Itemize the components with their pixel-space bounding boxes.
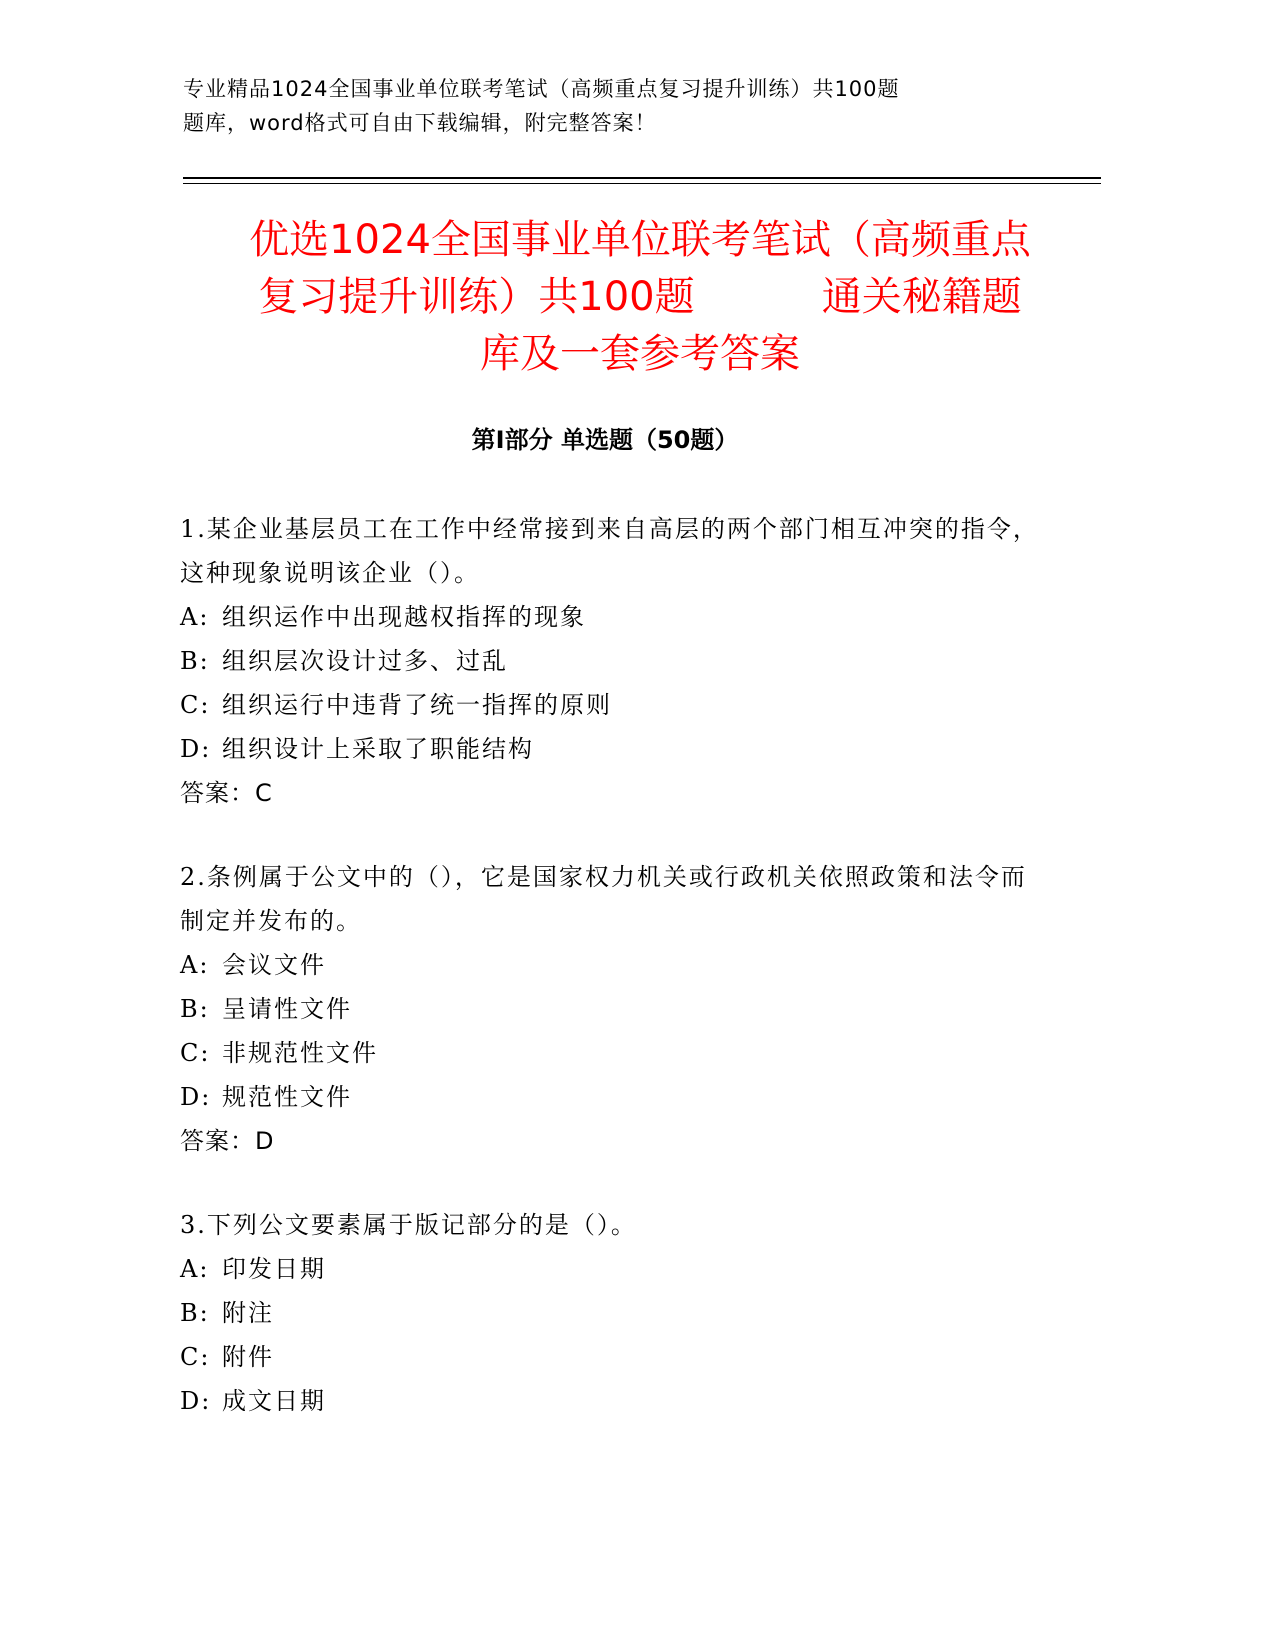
option-label: D: bbox=[180, 1083, 212, 1111]
section-heading: 第Ⅰ部分 单选题（50题） bbox=[471, 426, 739, 454]
option-text: 组织设计上采取了职能结构 bbox=[222, 735, 534, 763]
option-text: 组织层次设计过多、过乱 bbox=[222, 647, 508, 675]
header-divider-thin bbox=[183, 183, 1101, 184]
header-note-line-1: 专业精品1024全国事业单位联考笔试（高频重点复习提升训练）共100题 bbox=[183, 77, 900, 101]
title-line-2: 复习提升训练）共100题 通关秘籍题 bbox=[258, 274, 1022, 320]
option-label: A: bbox=[180, 1255, 210, 1283]
option-text: 附件 bbox=[222, 1343, 274, 1371]
option-b bbox=[180, 987, 1040, 1031]
option-text: 规范性文件 bbox=[222, 1083, 352, 1111]
question-list bbox=[180, 507, 1040, 1463]
option-c bbox=[180, 1335, 1040, 1379]
option-text: 组织运行中违背了统一指挥的原则 bbox=[222, 691, 612, 719]
option-label: B: bbox=[180, 647, 210, 675]
option-c bbox=[180, 683, 1040, 727]
option-label: C: bbox=[180, 691, 211, 719]
option-a bbox=[180, 595, 1040, 639]
option-b bbox=[180, 1291, 1040, 1335]
question-2 bbox=[180, 855, 1040, 1163]
answer-line: 答案：D bbox=[180, 1127, 275, 1155]
option-label: C: bbox=[180, 1039, 211, 1067]
title-line-1: 优选1024全国事业单位联考笔试（高频重点 bbox=[249, 217, 1031, 263]
option-d bbox=[180, 727, 1040, 771]
question-3 bbox=[180, 1203, 1040, 1423]
title-line-3: 库及一套参考答案 bbox=[480, 331, 800, 377]
option-text: 会议文件 bbox=[222, 951, 326, 979]
option-label: B: bbox=[180, 995, 210, 1023]
option-c bbox=[180, 1031, 1040, 1075]
option-d bbox=[180, 1075, 1040, 1119]
option-label: B: bbox=[180, 1299, 210, 1327]
question-stem: 2.条例属于公文中的（），它是国家权力机关或行政机关依照政策和法令而制定并发布的。 bbox=[180, 863, 1027, 935]
option-label: D: bbox=[180, 1387, 212, 1415]
header-note bbox=[183, 72, 1083, 140]
option-text: 成文日期 bbox=[222, 1387, 326, 1415]
option-text: 呈请性文件 bbox=[222, 995, 352, 1023]
option-text: 印发日期 bbox=[222, 1255, 326, 1283]
question-stem: 3.下列公文要素属于版记部分的是（）。 bbox=[180, 1211, 637, 1239]
option-label: C: bbox=[180, 1343, 211, 1371]
option-d bbox=[180, 1379, 1040, 1423]
option-a bbox=[180, 943, 1040, 987]
question-stem: 1.某企业基层员工在工作中经常接到来自高层的两个部门相互冲突的指令，这种现象说明该企业（）。 bbox=[180, 515, 1039, 587]
option-text: 非规范性文件 bbox=[222, 1039, 378, 1067]
option-b bbox=[180, 639, 1040, 683]
answer-line: 答案：C bbox=[180, 779, 273, 807]
question-1 bbox=[180, 507, 1040, 815]
option-text: 组织运作中出现越权指挥的现象 bbox=[222, 603, 586, 631]
option-label: A: bbox=[180, 603, 210, 631]
option-label: A: bbox=[180, 951, 210, 979]
option-a bbox=[180, 1247, 1040, 1291]
option-text: 附注 bbox=[222, 1299, 274, 1327]
document-title bbox=[150, 212, 1130, 383]
option-label: D: bbox=[180, 735, 212, 763]
header-note-line-2: 题库，word格式可自由下载编辑，附完整答案！ bbox=[183, 111, 657, 135]
header-divider-thick bbox=[183, 177, 1101, 179]
